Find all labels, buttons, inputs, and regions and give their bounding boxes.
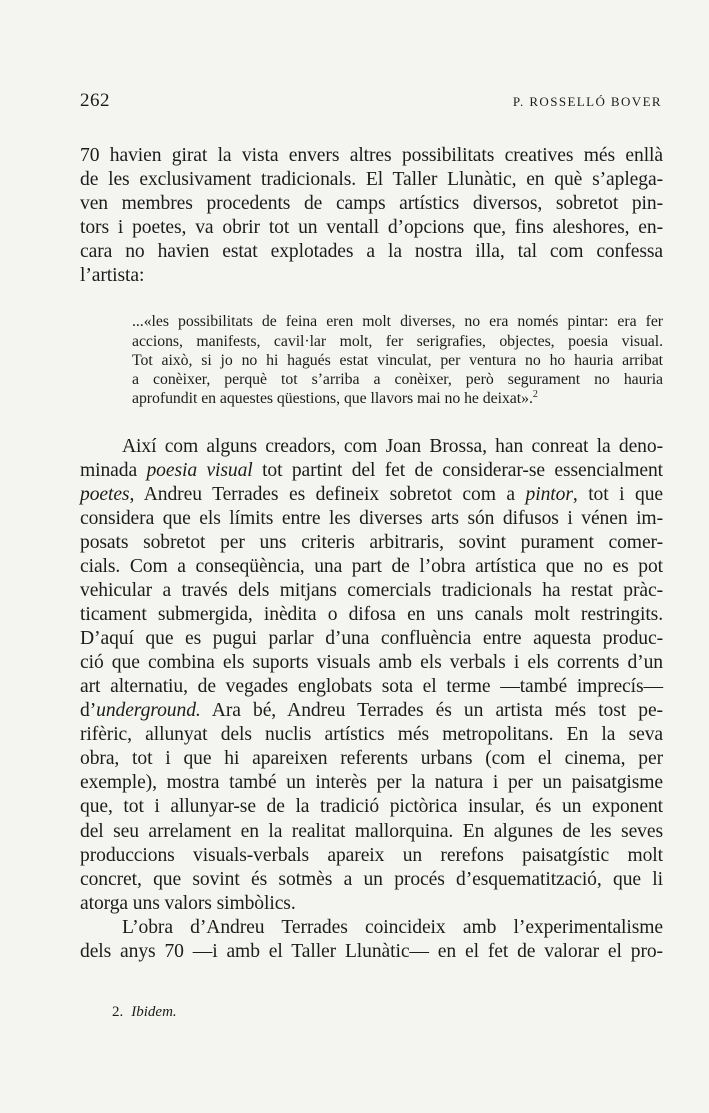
- quote-line: [132, 389, 663, 408]
- text-line: tors i poetes, va obrir tot un ventall d’opcions que, fins aleshores, en-: [80, 217, 663, 239]
- text-line: ció que combina els suports visuals amb els verbals i els corrents d’un: [80, 652, 663, 674]
- footnote: [112, 1004, 177, 1021]
- text-line: obra, tot i que hi apareixen referents urbans (com el cinema, per: [80, 748, 663, 770]
- text-line: Així com alguns creadors, com Joan Brossa, han conreat la deno-: [122, 435, 663, 457]
- text-line: art alternatiu, de vegades englobats sota el terme —també imprecís—: [80, 676, 663, 698]
- quote-line: Tot això, si jo no hi hagués estat vinculat, per ventura no ho hauria arribat: [132, 351, 663, 369]
- paragraph-1: [80, 144, 663, 288]
- text-line: l’artista:: [80, 265, 145, 287]
- page-header: [80, 90, 662, 112]
- text-line: cara no havien estat explotades a la nostra illa, tal com confessa: [80, 241, 663, 263]
- text-line: del seu arrelament en la realitat mallorquina. En algunes de les seves: [80, 820, 663, 842]
- text-line: que, tot i allunyar-se de la tradició pictòrica insular, és un exponent: [80, 796, 663, 818]
- text-line: minada poesia visual tot partint del fet de considerar-se essencialment: [80, 459, 663, 481]
- italic-term: poesia visual: [146, 459, 253, 481]
- text-line: exemple), mostra també un interès per la natura i per un paisatgisme: [80, 772, 663, 794]
- footnote-text: Ibidem.: [131, 1004, 177, 1020]
- text-line: d’underground. Ara bé, Andreu Terrades és un artista més tost pe-: [80, 700, 663, 722]
- text-line: considera que els límits entre les diverses arts són difusos i vénen im-: [80, 507, 663, 529]
- text-line: poetes, Andreu Terrades es defineix sobretot com a pintor, tot i que: [80, 483, 663, 505]
- italic-term: pintor: [525, 483, 573, 505]
- text-line: de les exclusivament tradicionals. El Taller Llunàtic, en què s’aplega-: [80, 169, 663, 191]
- footnote-number: 2.: [112, 1004, 124, 1020]
- block-quote: [132, 312, 663, 408]
- text-line: produccions visuals-verbals apareix un rerefons paisatgístic molt: [80, 844, 663, 866]
- quote-line-text: aprofundit en aquestes qüestions, que llavors mai no he deixat».: [132, 390, 533, 408]
- quote-line: a conèixer, perquè tot s’arriba a conèixer, però segurament no hauria: [132, 371, 663, 389]
- text-line: posats sobretot per uns criteris arbitraris, sovint purament comer-: [80, 531, 663, 553]
- running-head: P. ROSSELLÓ BOVER: [512, 94, 662, 109]
- text-line: L’obra d’Andreu Terrades coincideix amb l’experimentalisme: [122, 916, 663, 938]
- text-line: concret, que sovint és sotmès a un procés d’esquematització, que li: [80, 868, 663, 890]
- text-line: ticament submergida, inèdita o difosa en uns canals molt restringits.: [80, 604, 663, 626]
- quote-line: accions, manifests, cavil·lar molt, fer serigrafies, objectes, poesia visual.: [132, 332, 663, 350]
- text-line: vehicular a través dels mitjans comercials tradicionals ha restat pràc-: [80, 580, 663, 602]
- text-line: dels anys 70 —i amb el Taller Llunàtic— en el fet de valorar el pro-: [80, 940, 663, 962]
- paragraph-3: [80, 916, 663, 964]
- paragraph-2: [80, 435, 663, 916]
- text-line: D’aquí que es pugui parlar d’una confluència entre aquesta produc-: [80, 628, 663, 650]
- page-number: 262: [80, 90, 110, 111]
- text-line: cials. Com a conseqüència, una part de l’obra artística que no es pot: [80, 556, 663, 577]
- footnote-reference: 2: [532, 389, 538, 401]
- text-line: rifèric, allunyat dels nuclis artístics més metropolitans. En la seva: [80, 724, 663, 746]
- italic-term: underground.: [96, 700, 201, 722]
- italic-term: poetes: [80, 483, 130, 505]
- quote-line: ...«les possibilitats de feina eren molt diverses, no era només pintar: era fer: [132, 313, 663, 331]
- main-text: [80, 144, 663, 964]
- text-line: ven membres procedents de camps artístics diversos, sobretot pin-: [80, 193, 663, 215]
- text-line: 70 havien girat la vista envers altres possibilitats creatives més enllà: [80, 145, 663, 166]
- text-line: atorga uns valors simbòlics.: [80, 892, 296, 914]
